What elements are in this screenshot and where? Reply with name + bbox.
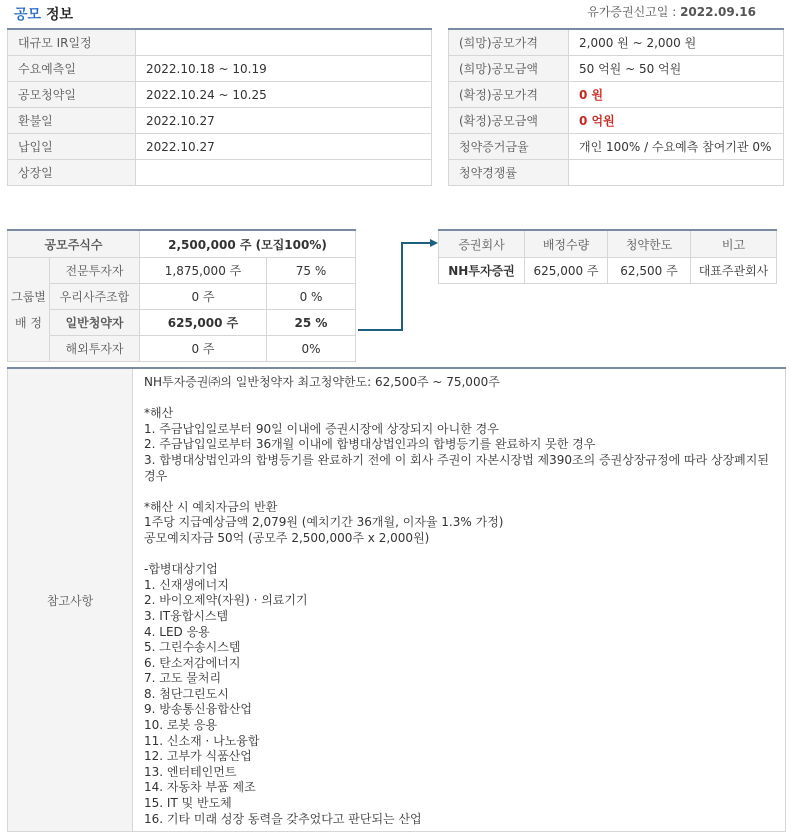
allocation-investor-label: 전문투자자 (50, 258, 140, 284)
pricing-value: 2,000 원 ~ 2,000 원 (569, 29, 784, 56)
pricing-value (569, 160, 784, 186)
column-header: 청약한도 (608, 230, 691, 258)
allocation-pct: 0% (267, 336, 356, 362)
column-header: 증권회사 (439, 230, 525, 258)
filing-date-value: 2022.09.16 (680, 5, 756, 19)
schedule-value: 2022.10.27 (136, 134, 432, 160)
pricing-table (448, 28, 784, 186)
allocation-row (8, 258, 356, 284)
schedule-value (136, 29, 432, 56)
schedule-label: 상장일 (8, 160, 136, 186)
group-label-line1: 그룹별 (11, 289, 46, 304)
schedule-value (136, 160, 432, 186)
pricing-row (449, 82, 784, 108)
allocation-row (8, 336, 356, 362)
pricing-label: (희망)공모금액 (449, 56, 569, 82)
pricing-label: (희망)공모가격 (449, 29, 569, 56)
schedule-row (8, 82, 432, 108)
allocation-shares: 0 주 (140, 284, 267, 310)
schedule-label: 수요예측일 (8, 56, 136, 82)
underwriter-note: 대표주관회사 (691, 258, 777, 284)
allocation-shares: 0 주 (140, 336, 267, 362)
group-allocation-label (8, 258, 50, 362)
pricing-label: (확정)공모금액 (449, 108, 569, 134)
allocation-row (8, 284, 356, 310)
underwriter-qty: 625,000 주 (525, 258, 608, 284)
schedule-label: 대규모 IR일정 (8, 29, 136, 56)
allocation-pct: 25 % (267, 310, 356, 336)
allocation-total-row (8, 230, 356, 258)
pricing-value: 50 억원 ~ 50 억원 (569, 56, 784, 82)
notes-row (8, 368, 786, 832)
pricing-label: 청약증거금율 (449, 134, 569, 160)
notes-text: NH투자증권㈜의 일반청약자 최고청약한도: 62,500주 ~ 75,000주 *해산 1. 주금납입일로부터 90일 이내에 증권시장에 상장되지 아니한 경우 2. 주금납입일로부터 36개월 이내에 합병대상법인과의 합병등기를 완료하지 못한 경우 3. 합병대상법인과의 합병등기를 완료하기 전에 이 회사 주권이 자본시장법 제390조의 증권상장규정에 따라 상장폐지된 경우 *해산 시 예치자금의 반환 1주당 지급예상금액 2,079원 (예치기간 36개월, 이자율 1.3% 가정) 공모예치자금 50억 (공모주 2,500,000주 x 2,000원) -합병대상기업 1. 신재생에너지 2. 바이오제약(자원) · 의료기기 3. IT융합시스템 4. LED 응용 5. 그린수송시스템 6. 탄소저감에너지 7. 고도 물처리 8. 첨단그린도시 9. 방송통신융합산업 10. 로봇 응용 11. 신소재 · 나노융합 12. 고부가 식품산업 13. 엔터테인먼트 14. 자동차 부품 제조 15. IT 및 반도체 16. 기타 미래 성장 동력을 갖추었다고 판단되는 산업 (133, 368, 786, 832)
allocation-pct: 75 % (267, 258, 356, 284)
pricing-label: 청약경쟁률 (449, 160, 569, 186)
page-title-accent: 공모 (14, 7, 42, 23)
pricing-row (449, 56, 784, 82)
pricing-row (449, 29, 784, 56)
allocation-row (8, 310, 356, 336)
allocation-table (7, 229, 356, 362)
group-label-line2: 배 정 (15, 315, 42, 330)
column-header: 비고 (691, 230, 777, 258)
pricing-value: 개인 100% / 수요예측 참여기관 0% (569, 134, 784, 160)
underwriter-row (439, 258, 777, 284)
filing-date (587, 3, 756, 20)
schedule-row (8, 134, 432, 160)
allocation-investor-label: 우리사주조합 (50, 284, 140, 310)
notes-table (7, 367, 786, 832)
allocation-pct: 0 % (267, 284, 356, 310)
allocation-investor-label: 해외투자자 (50, 336, 140, 362)
schedule-table (7, 28, 432, 186)
underwriter-limit: 62,500 주 (608, 258, 691, 284)
pricing-row (449, 108, 784, 134)
schedule-value: 2022.10.24 ~ 10.25 (136, 82, 432, 108)
allocation-shares: 625,000 주 (140, 310, 267, 336)
notes-label: 참고사항 (8, 368, 133, 832)
column-header: 배정수량 (525, 230, 608, 258)
schedule-label: 환불일 (8, 108, 136, 134)
schedule-value: 2022.10.18 ~ 10.19 (136, 56, 432, 82)
filing-date-label: 유가증권신고일 : (587, 5, 677, 19)
schedule-value: 2022.10.27 (136, 108, 432, 134)
allocation-investor-label: 일반청약자 (50, 310, 140, 336)
confirmed-price-value: 0 원 (569, 82, 784, 108)
schedule-row (8, 56, 432, 82)
schedule-row (8, 29, 432, 56)
schedule-label: 납입일 (8, 134, 136, 160)
schedule-row (8, 160, 432, 186)
page-title-rest: 정보 (45, 7, 73, 23)
pricing-label: (확정)공모가격 (449, 82, 569, 108)
total-shares-value: 2,500,000 주 (모집100%) (140, 230, 356, 258)
connector-arrow-icon (356, 238, 440, 334)
confirmed-amount-value: 0 억원 (569, 108, 784, 134)
schedule-label: 공모청약일 (8, 82, 136, 108)
underwriter-company: NH투자증권 (439, 258, 525, 284)
underwriter-table (438, 229, 777, 284)
pricing-row (449, 160, 784, 186)
page-title (14, 4, 73, 24)
allocation-shares: 1,875,000 주 (140, 258, 267, 284)
total-shares-label: 공모주식수 (8, 230, 140, 258)
underwriter-header-row (439, 230, 777, 258)
pricing-row (449, 134, 784, 160)
schedule-row (8, 108, 432, 134)
